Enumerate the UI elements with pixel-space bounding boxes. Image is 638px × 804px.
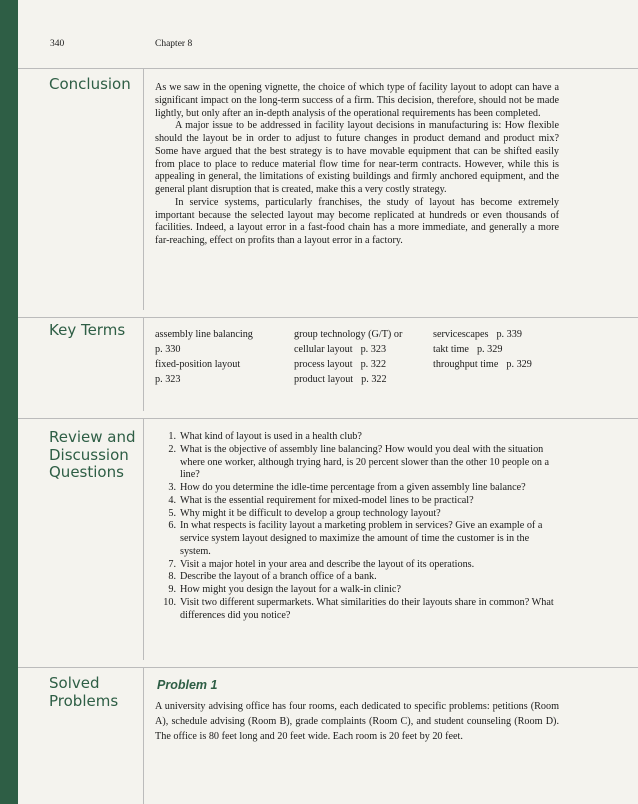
chapter-label: Chapter 8 (155, 39, 193, 49)
page-number: 340 (50, 39, 65, 49)
review-questions-list (155, 431, 559, 622)
key-terms-column (294, 327, 402, 387)
key-term: fixed-position layout (155, 359, 241, 370)
conclusion-paragraph: As we saw in the opening vignette, the choice of which type of facility layout to adopt can have a significant impact on the long-term success of a firm. This decision, therefore, should not be made lightly, but only after an in-depth analysis of the operational requirements has been completed. (155, 82, 559, 119)
list-item: 3. How do you determine the idle-time percentage from a given assembly line balance? (168, 482, 526, 493)
problem-text: A university advising office has four rooms, each dedicated to specific problems: petitions (Room A), schedule advising (Room B), grade complaints (Room C), and student counseling (Room D). The office is 80 feet long and 20 feet wide. Each room is 20 feet by 20 feet. (155, 701, 559, 742)
list-item: 2. What is the objective of assembly line balancing? How would you deal with the situation where one worker, although trying hard, is 20 percent slower than the other 10 people on a line? (168, 443, 550, 481)
section-divider (18, 317, 638, 318)
section-divider (18, 418, 638, 419)
key-term-page: p. 330 (155, 344, 181, 355)
list-item: 10. Visit two different supermarkets. What similarities do their layouts share in common? What differences did you notice? (163, 596, 554, 621)
section-divider (18, 68, 638, 69)
key-term-page: p. 329 (506, 359, 532, 370)
key-term-row (294, 372, 402, 387)
review-heading: Review and Discussion Questions (49, 428, 136, 481)
solved-problems-heading: Solved Problems (49, 674, 119, 710)
conclusion-heading: Conclusion (49, 75, 131, 93)
key-term-page: p. 322 (360, 359, 387, 370)
key-term: takt time (433, 344, 469, 355)
key-terms-column (433, 327, 532, 372)
column-rule (143, 68, 144, 310)
page-edge-bar (0, 0, 18, 804)
list-item: 5. Why might it be difficult to develop a group technology layout? (168, 507, 441, 519)
key-term: assembly line balancing (155, 329, 253, 340)
key-term: group technology (G/T) or (294, 329, 403, 340)
key-term-page: p. 322 (361, 374, 387, 385)
key-term-row (433, 357, 532, 372)
running-header (50, 39, 193, 49)
conclusion-paragraph: A major issue to be addressed in facility layout decisions in manufacturing is: How flexible should the layout be in order to adjust to future changes in product demand and product mix? Some have argued that the best strategy is to have movable equipment that can be shifted easily from place to place to reduce material flow time for near-term contracts. However, while this is appealing in general, the limitations of existing buildings and firmly anchored equipment, and the general plant disruption that is created, make this a very costly strategy. (155, 120, 559, 195)
key-term-page: p. 323 (360, 344, 387, 355)
list-item: 6. In what respects is facility layout a marketing problem in services? Give an example of a service system layout designed to maximize the amount of time the customer is in the system. (168, 520, 543, 557)
key-term-row (294, 342, 402, 357)
problem-title: Problem 1 (157, 678, 218, 692)
key-term-row (433, 327, 532, 342)
key-term: cellular layout (294, 344, 353, 355)
list-item: 9. How might you design the layout for a walk-in clinic? (168, 584, 401, 595)
key-term-page: p. 323 (155, 374, 181, 385)
key-term: process layout (294, 359, 353, 370)
key-terms-column (155, 327, 253, 387)
list-item: 8. Describe the layout of a branch office of a bank. (168, 571, 377, 583)
key-term-row (294, 357, 402, 372)
conclusion-body (155, 82, 559, 248)
section-divider (18, 667, 638, 668)
key-term: servicescapes (433, 329, 489, 340)
key-term: product layout (294, 374, 354, 385)
key-term: throughput time (433, 359, 499, 370)
list-item: 7. Visit a major hotel in your area and describe the layout of its operations. (168, 558, 475, 570)
list-item: 1. What kind of layout is used in a health club? (168, 431, 362, 442)
key-term-page: p. 339 (496, 329, 522, 340)
key-terms-heading: Key Terms (49, 321, 126, 339)
list-item: 4. What is the essential requirement for mixed-model lines to be practical? (168, 494, 474, 506)
key-term-row (294, 327, 402, 342)
key-term-row (433, 342, 532, 357)
conclusion-paragraph: In service systems, particularly franchises, the study of layout has become extremely important because the selected layout may become replicated at hundreds or even thousands of facilities. Indeed, a layout error in a fast-food chain has a more immediate, and generally a more far-reaching, effect on profits than a layout error in a factory. (155, 196, 559, 246)
key-term-page: p. 329 (476, 344, 503, 355)
